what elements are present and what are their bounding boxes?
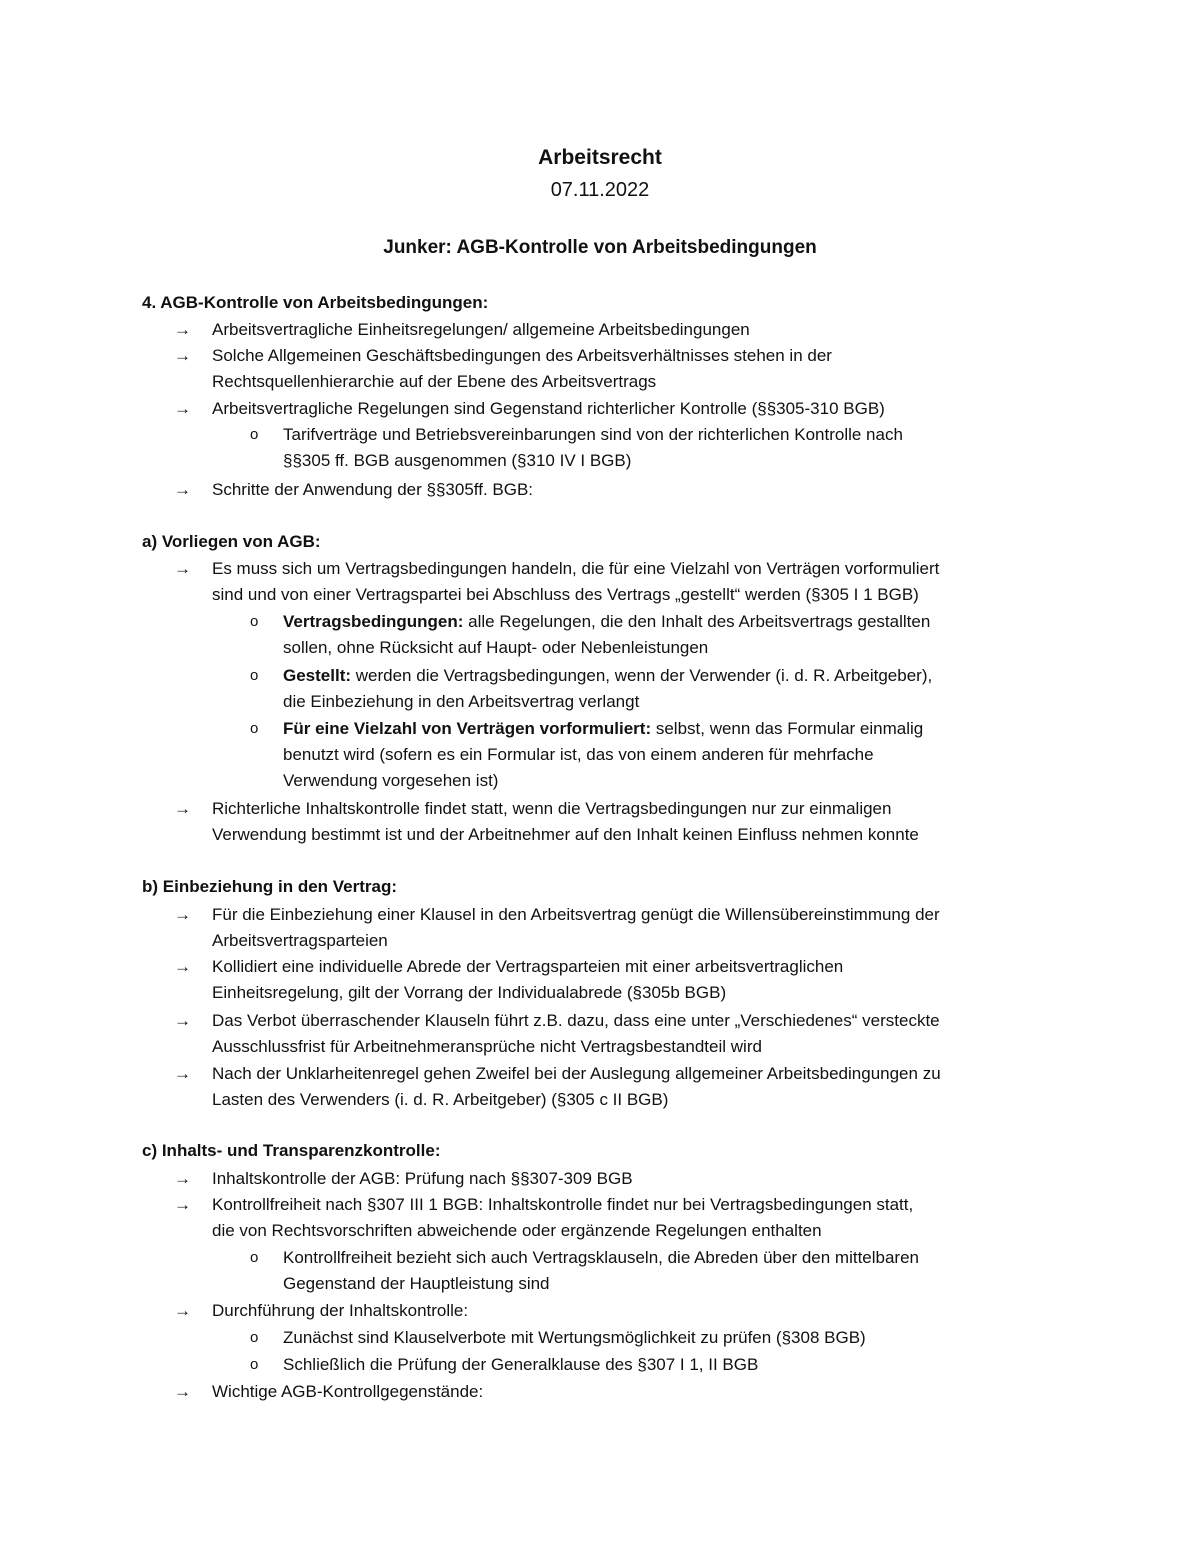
list-item-text: Schließlich die Prüfung der Generalklause des §307 I 1, II BGB [283,1355,759,1374]
list-item-text: Arbeitsvertragliche Regelungen sind Gegenstand richterlicher Kontrolle (§§305-310 BGB) [212,399,885,418]
list-item [212,796,919,848]
list-item [212,556,939,608]
list-item-text: Für die Einbeziehung einer Klausel in den Arbeitsvertrag genügt die Willensübereinstimmung der [212,905,940,924]
list-item-text: Durchführung der Inhaltskontrolle: [212,1301,469,1320]
list-item-text: die von Rechtsvorschriften abweichende oder ergänzende Regelungen enthalten [212,1221,822,1240]
section-heading-a: a) Vorliegen von AGB: [142,532,321,551]
list-item-text: Wichtige AGB-Kontrollgegenstände: [212,1382,484,1401]
list-item [212,317,750,343]
list-item-text: Inhaltskontrolle der AGB: Prüfung nach §§307-309 BGB [212,1169,633,1188]
section-heading-4: 4. AGB-Kontrolle von Arbeitsbedingungen: [142,293,489,312]
list-item-text: selbst, wenn das Formular einmalig [651,719,924,738]
sub-list-item [283,1245,919,1297]
list-item-text: Zunächst sind Klauselverbote mit Wertungsmöglichkeit zu prüfen (§308 BGB) [283,1328,866,1347]
list-item-text: Lasten des Verwenders (i. d. R. Arbeitgeber) (§305 c II BGB) [212,1090,669,1109]
arrow-bullet-icon: → [174,957,191,976]
list-item-text: alle Regelungen, die den Inhalt des Arbeitsvertrags gestallten [463,612,931,631]
list-item [212,1192,913,1244]
arrow-bullet-icon: → [174,559,191,578]
list-item [212,343,832,395]
arrow-bullet-icon: → [174,480,191,499]
arrow-bullet-icon: → [174,346,191,365]
sub-list-item [283,1325,866,1351]
list-item-text: Rechtsquellenhierarchie auf der Ebene des Arbeitsvertrags [212,372,657,391]
sub-list-item [283,716,923,794]
list-item-text: Kollidiert eine individuelle Abrede der Vertragsparteien mit einer arbeitsvertraglichen [212,957,844,976]
arrow-bullet-icon: → [174,320,191,339]
circle-bullet-icon: o [250,1329,259,1346]
list-item [212,477,533,503]
circle-bullet-icon: o [250,1249,259,1266]
section-heading-b: b) Einbeziehung in den Vertrag: [142,877,398,896]
list-item-text: Es muss sich um Vertragsbedingungen handeln, die für eine Vielzahl von Verträgen vorformuliert [212,559,940,578]
sub-list-item [283,422,903,474]
term-label: Gestellt: [283,666,352,685]
term-label: Vertragsbedingungen: [283,612,464,631]
arrow-bullet-icon: → [174,1382,191,1401]
list-item-text: werden die Vertragsbedingungen, wenn der Verwender (i. d. R. Arbeitgeber), [351,666,933,685]
list-item-text: Gegenstand der Hauptleistung sind [283,1274,550,1293]
list-item [212,902,940,954]
circle-bullet-icon: o [250,613,259,630]
document-title: Arbeitsrecht [538,146,662,169]
list-item [212,1061,941,1113]
list-item-text: Kontrollfreiheit nach §307 III 1 BGB: Inhaltskontrolle findet nur bei Vertragsbedingungen statt, [212,1195,914,1214]
list-item [212,954,843,1006]
arrow-bullet-icon: → [174,1169,191,1188]
document-date: 07.11.2022 [550,179,650,201]
list-item-text: Verwendung vorgesehen ist) [283,771,499,790]
circle-bullet-icon: o [250,1356,259,1373]
list-item-text: Verwendung bestimmt ist und der Arbeitnehmer auf den Inhalt keinen Einfluss nehmen konnte [212,825,919,844]
list-item-text: Einheitsregelung, gilt der Vorrang der Individualabrede (§305b BGB) [212,983,727,1002]
list-item-text: §§305 ff. BGB ausgenommen (§310 IV I BGB) [283,451,632,470]
sub-list-item [283,1352,758,1378]
arrow-bullet-icon: → [174,1195,191,1214]
list-item-text: Schritte der Anwendung der §§305ff. BGB: [212,480,534,499]
circle-bullet-icon: o [250,720,259,737]
list-item [212,1008,940,1060]
list-item-text: sollen, ohne Rücksicht auf Haupt- oder Nebenleistungen [283,638,709,657]
sub-list-item [283,663,932,715]
arrow-bullet-icon: → [174,1011,191,1030]
list-item [212,1379,483,1405]
list-item [212,396,885,422]
document-subtitle: Junker: AGB-Kontrolle von Arbeitsbedingungen [383,237,817,258]
list-item-text: Arbeitsvertragsparteien [212,931,388,950]
list-item-text: Kontrollfreiheit bezieht sich auch Vertragsklauseln, die Abreden über den mittelbaren [283,1248,919,1267]
list-item-text: Ausschlussfrist für Arbeitnehmeransprüche nicht Vertragsbestandteil wird [212,1037,762,1056]
arrow-bullet-icon: → [174,905,191,924]
list-item-text: Tarifverträge und Betriebsvereinbarungen sind von der richterlichen Kontrolle nach [283,425,903,444]
section-heading-c: c) Inhalts- und Transparenzkontrolle: [142,1141,441,1160]
arrow-bullet-icon: → [174,799,191,818]
term-label: Für eine Vielzahl von Verträgen vorformuliert: [283,719,652,738]
list-item-text: Arbeitsvertragliche Einheitsregelungen/ allgemeine Arbeitsbedingungen [212,320,750,339]
circle-bullet-icon: o [250,426,259,443]
list-item-text: Richterliche Inhaltskontrolle findet statt, wenn die Vertragsbedingungen nur zur einmaligen [212,799,892,818]
arrow-bullet-icon: → [174,399,191,418]
list-item-text: Nach der Unklarheitenregel gehen Zweifel bei der Auslegung allgemeiner Arbeitsbedingungen zu [212,1064,941,1083]
list-item-text: benutzt wird (sofern es ein Formular ist, das von einem anderen für mehrfache [283,745,874,764]
list-item [212,1166,633,1192]
arrow-bullet-icon: → [174,1301,191,1320]
circle-bullet-icon: o [250,667,259,684]
list-item-text: sind und von einer Vertragspartei bei Abschluss des Vertrags „gestellt“ werden (§305 I 1 BGB) [212,585,919,604]
list-item-text: die Einbeziehung in den Arbeitsvertrag verlangt [283,692,640,711]
list-item-text: Das Verbot überraschender Klauseln führt z.B. dazu, dass eine unter „Verschiedenes“ versteckte [212,1011,940,1030]
arrow-bullet-icon: → [174,1064,191,1083]
list-item [212,1298,468,1324]
sub-list-item [283,609,930,661]
list-item-text: Solche Allgemeinen Geschäftsbedingungen des Arbeitsverhältnisses stehen in der [212,346,832,365]
